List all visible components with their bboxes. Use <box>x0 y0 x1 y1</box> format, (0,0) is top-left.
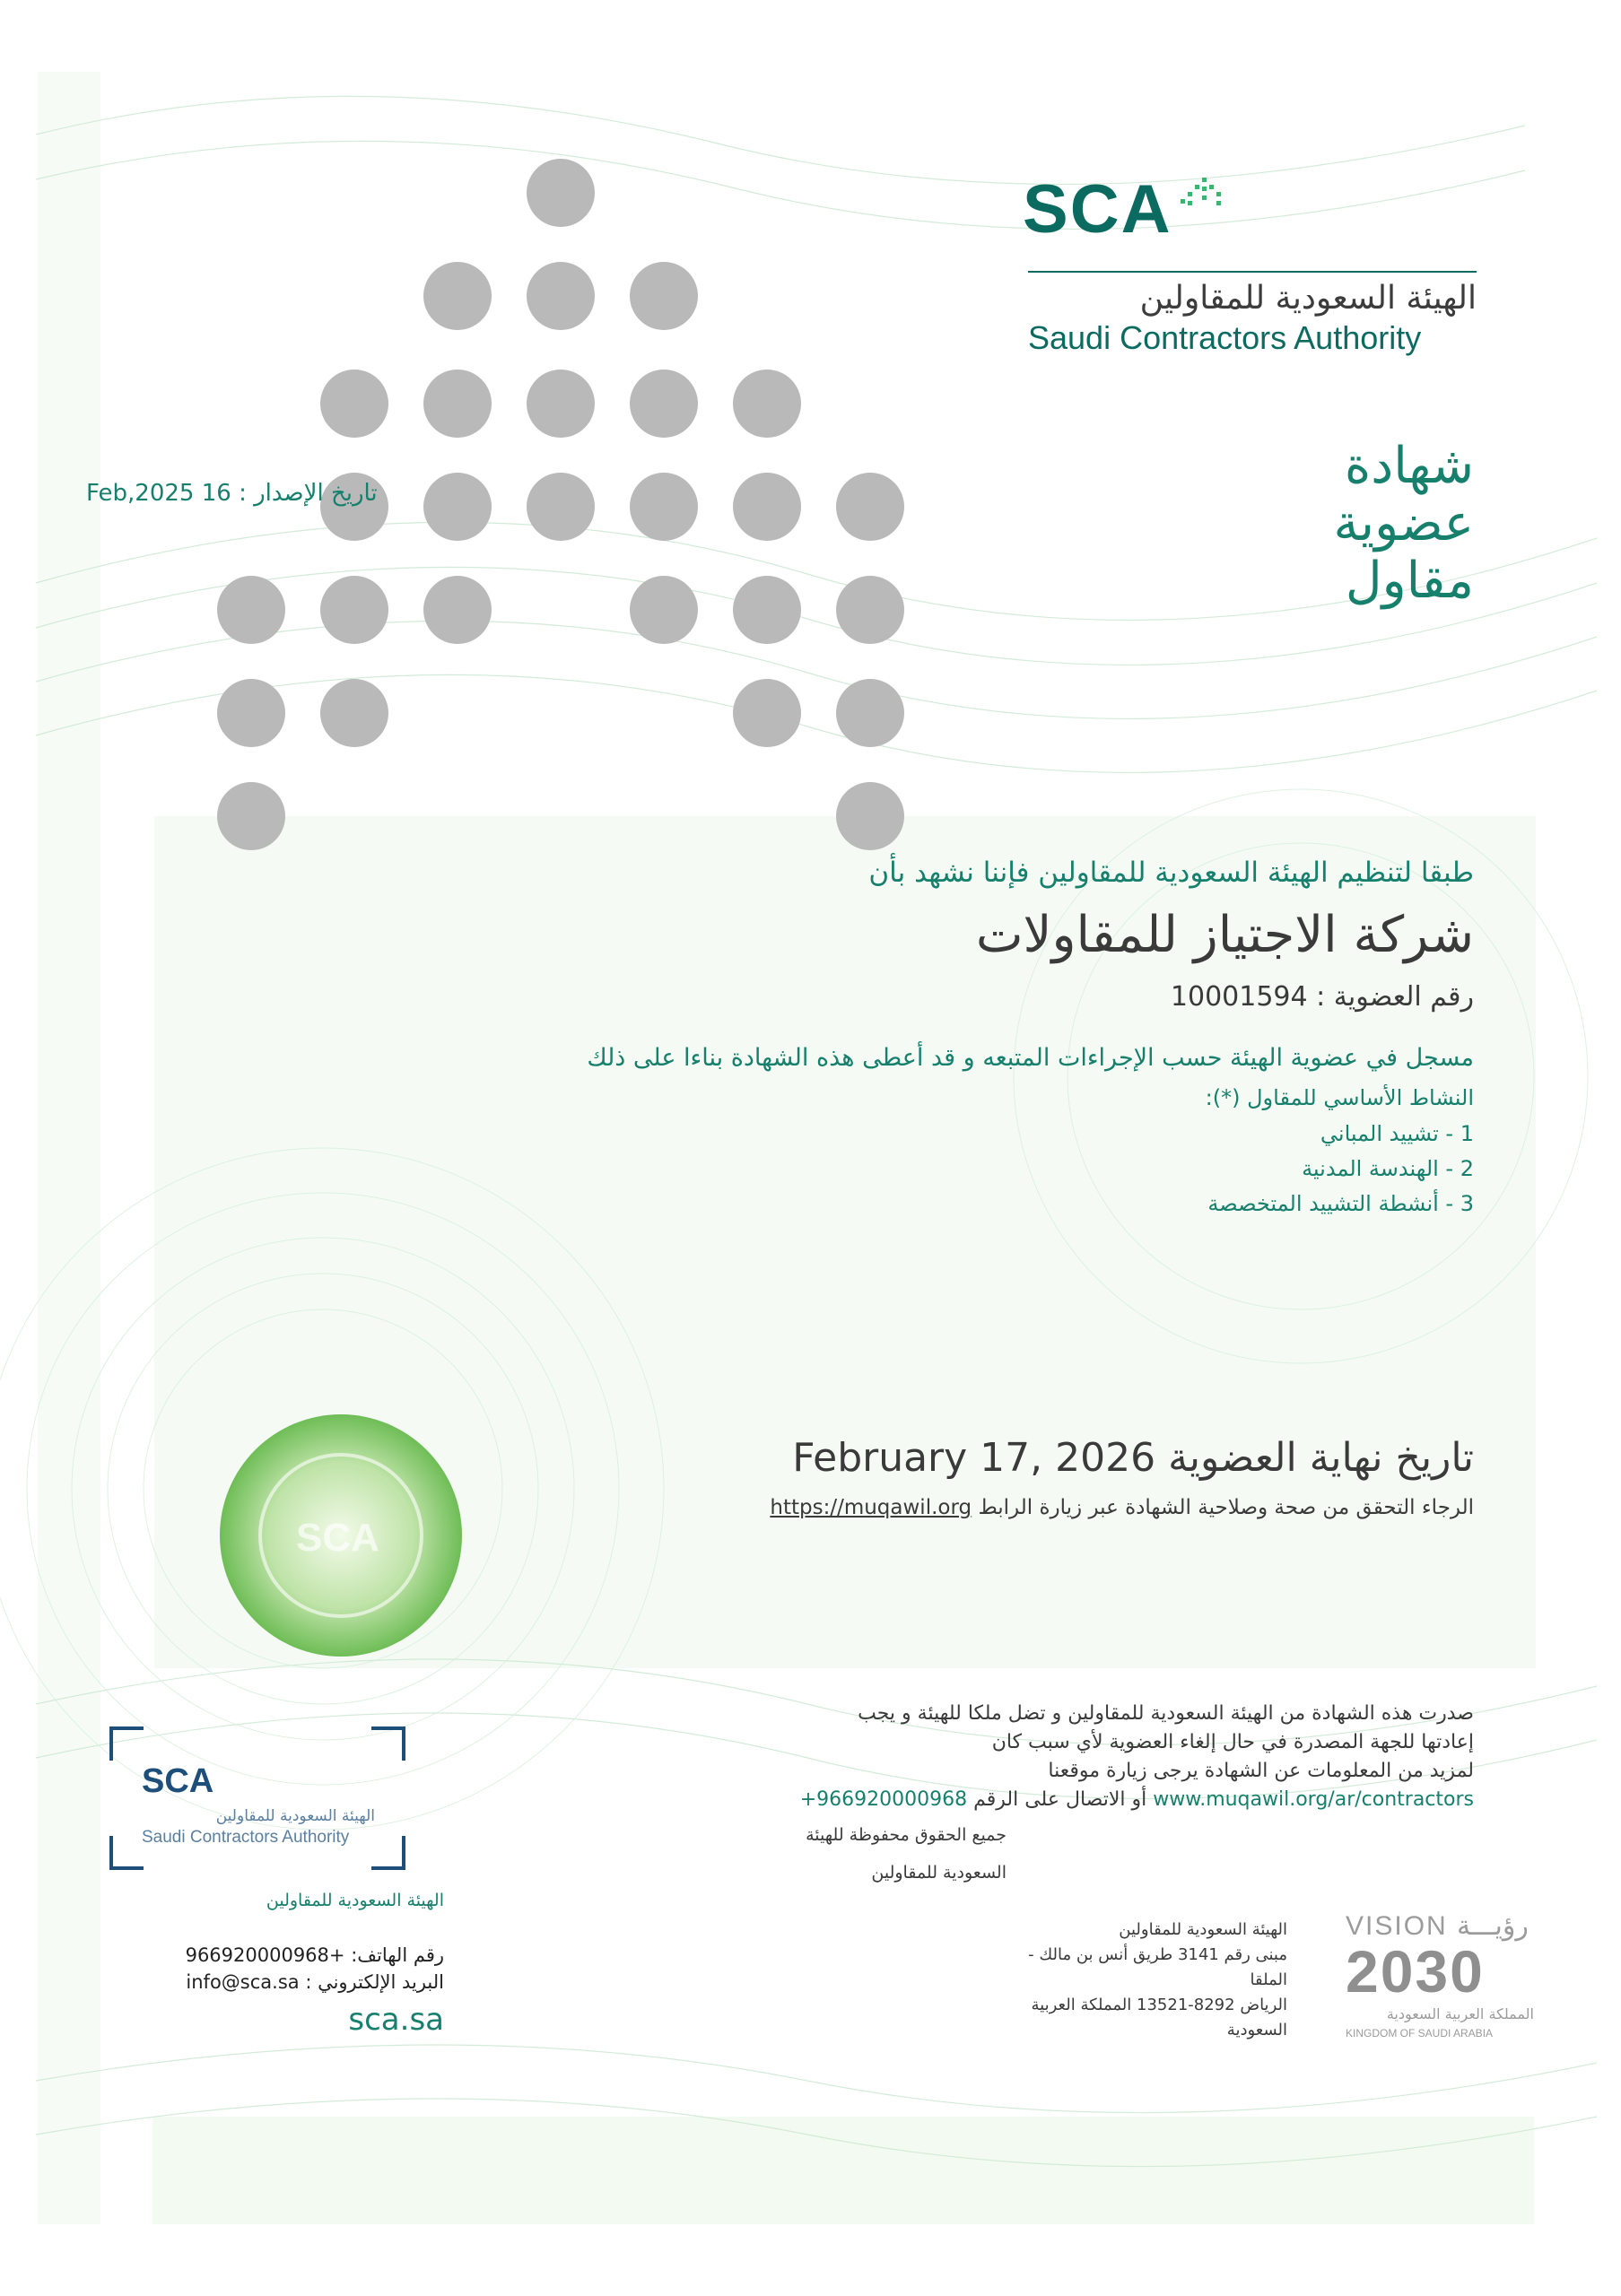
company-name: شركة الاجتياز للمقاولات <box>975 906 1474 964</box>
frame-corner <box>109 1836 144 1870</box>
activity-item: 1 - تشييد المباني <box>1320 1121 1474 1146</box>
membership-number: رقم العضوية : 10001594 <box>1170 981 1474 1013</box>
logo-arabic-name: الهيئة السعودية للمقاولين <box>1139 280 1477 317</box>
contractors-link[interactable]: www.muqawil.org/ar/contractors <box>1153 1788 1474 1811</box>
issued-line-3: لمزيد من المعلومات عن الشهادة يرجى زيارة موقعنا <box>1048 1760 1474 1782</box>
issue-date: تاريخ الإصدار : 16 Feb,2025 <box>86 480 378 507</box>
address-line-3: الرياض 8292-13521 المملكة العربية السعودية <box>1031 1996 1287 2039</box>
address-line-2: مبنى رقم 3141 طريق أنس بن مالك - الملقا <box>1028 1945 1287 1989</box>
end-date-label: تاريخ نهاية العضوية <box>1168 1435 1474 1481</box>
address-block <box>1000 1918 1287 2043</box>
contact-phone: +966920000968 <box>799 1788 968 1811</box>
footer-logo <box>109 1726 405 1870</box>
activity-item: 2 - الهندسة المدنية <box>1302 1156 1474 1181</box>
issued-line-1: صدرت هذه الشهادة من الهيئة السعودية للمقاولين و تضل ملكا للهيئة و يجب <box>858 1702 1474 1725</box>
frame-corner <box>109 1726 144 1761</box>
title-line-3: مقاول <box>1345 552 1474 610</box>
registration-statement: مسجل في عضوية الهيئة حسب الإجراءات المتبعه و قد أعطى هذه الشهادة بناءا على ذلك <box>587 1044 1474 1072</box>
title-line-1: شهادة <box>1344 437 1474 495</box>
verify-text: الرجاء التحقق من صحة وصلاحية الشهادة عبر زيارة الرابط <box>978 1496 1474 1519</box>
issued-line-4 <box>774 1786 1474 1814</box>
footer-org-name: الهيئة السعودية للمقاولين <box>266 1891 444 1910</box>
vision-kingdom-ar: المملكة العربية السعودية <box>1386 2005 1534 2022</box>
vision-2030-logo <box>1337 1910 1552 2039</box>
rights-reserved: جميع الحقوق محفوظة للهيئة السعودية للمقاولين <box>806 1825 1007 1883</box>
footer-logo-mark: SCA <box>142 1762 214 1800</box>
logo-mark: SCA <box>1023 171 1172 248</box>
footer-logo-arabic: الهيئة السعودية للمقاولين <box>215 1807 375 1825</box>
title-line-2: عضوية <box>1333 494 1474 552</box>
seal-watermark: SCA <box>296 1516 379 1560</box>
vision-kingdom-en: KINGDOM OF SAUDI ARABIA <box>1346 2027 1494 2039</box>
verify-note <box>770 1496 1474 1519</box>
logo-english-name: Saudi Contractors Authority <box>1028 319 1422 356</box>
intro-statement: طبقا لتنظيم الهيئة السعودية للمقاولين فإننا نشهد بأن <box>868 857 1474 889</box>
verify-link[interactable]: https://muqawil.org <box>770 1496 972 1519</box>
activity-item: 3 - أنشطة التشييد المتخصصة <box>1207 1191 1474 1216</box>
certificate-title <box>1333 438 1474 610</box>
logo-divider <box>1028 271 1477 273</box>
issued-note <box>774 1700 1474 1814</box>
vision-label: VISION رؤيـــة <box>1346 1911 1529 1941</box>
membership-end-date <box>792 1435 1474 1481</box>
sca-logo <box>1023 170 1489 368</box>
footer-website[interactable]: sca.sa <box>348 2002 444 2038</box>
footer-email: البريد الإلكتروني : info@sca.sa <box>186 1971 444 1993</box>
activity-heading: النشاط الأساسي للمقاول (*): <box>1205 1085 1474 1110</box>
end-date-value: February 17, 2026 <box>792 1435 1156 1481</box>
address-line-1: الهيئة السعودية للمقاولين <box>1119 1920 1287 1939</box>
footer-phone: رقم الهاتف: +966920000968 <box>185 1944 444 1966</box>
frame-corner <box>371 1836 405 1870</box>
contact-text: أو الاتصال على الرقم <box>973 1788 1147 1811</box>
issued-line-2: إعادتها للجهة المصدرة في حال إلغاء العضوية لأي سبب كان <box>991 1731 1474 1753</box>
frame-corner <box>371 1726 405 1761</box>
vision-year: 2030 <box>1346 1938 1485 2005</box>
footer-logo-english: Saudi Contractors Authority <box>142 1828 350 1847</box>
